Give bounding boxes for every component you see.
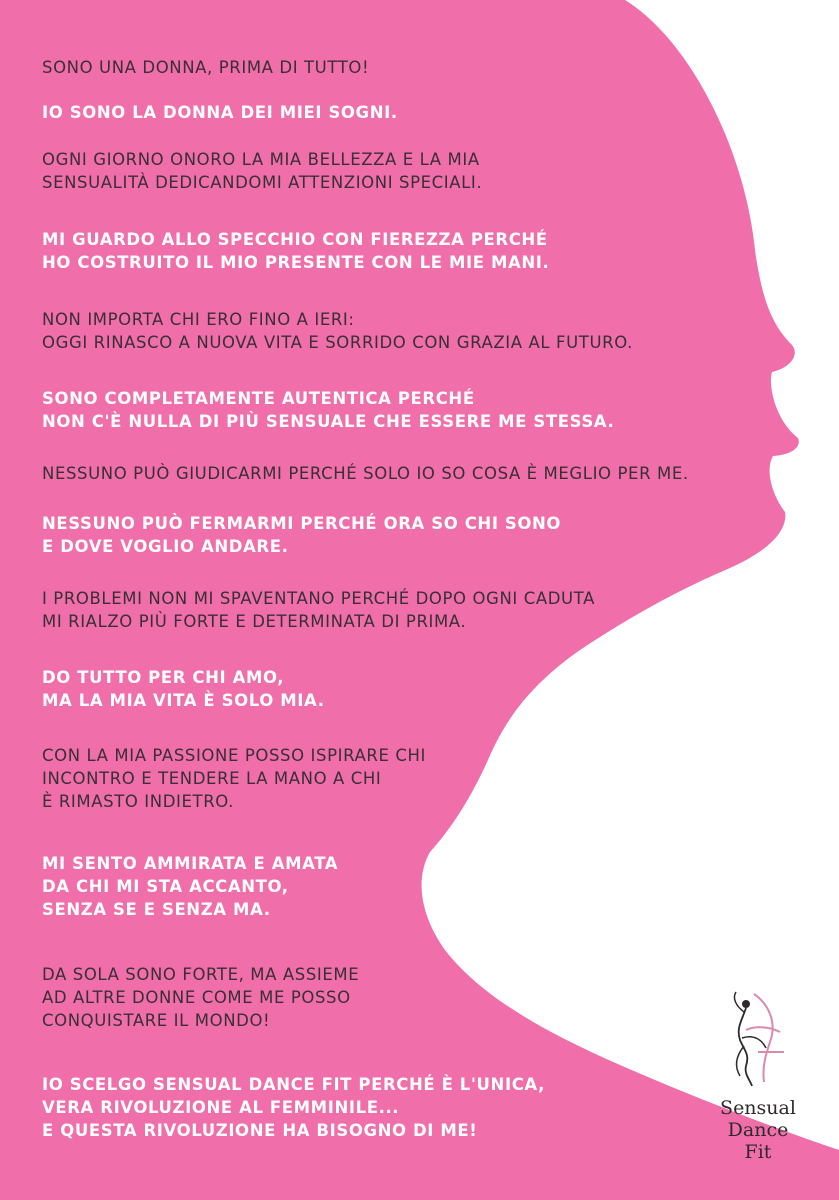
paragraph-4-line-1: MI GUARDO ALLO SPECCHIO CON FIEREZZA PERCHÉ [42,230,548,249]
paragraph-2-line-1: IO SONO LA DONNA DEI MIEI SOGNI. [42,103,398,122]
paragraph-11-line-2: INCONTRO E TENDERE LA MANO A CHI [42,769,382,788]
paragraph-6-line-1: SONO COMPLETAMENTE AUTENTICA PERCHÉ [42,389,475,408]
paragraph-11-line-1: CON LA MIA PASSIONE POSSO ISPIRARE CHI [42,746,426,765]
paragraph-4-line-2: HO COSTRUITO IL MIO PRESENTE CON LE MIE MANI. [42,253,550,272]
brand-line-1: Sensual [720,1097,796,1119]
paragraph-8-line-1: NESSUNO PUÒ FERMARMI PERCHÉ ORA SO CHI SONO [42,514,562,533]
paragraph-10-line-1: DO TUTTO PER CHI AMO, [42,668,285,687]
sensual-dance-fit-logo [706,990,810,1170]
paragraph-12-line-2: DA CHI MI STA ACCANTO, [42,877,289,896]
paragraph-13-line-1: DA SOLA SONO FORTE, MA ASSIEME [42,965,360,984]
paragraph-5-line-2: OGGI RINASCO A NUOVA VITA E SORRIDO CON GRAZIA AL FUTURO. [42,333,633,352]
paragraph-12-line-3: SENZA SE E SENZA MA. [42,900,271,919]
paragraph-14-line-3: E QUESTA RIVOLUZIONE HA BISOGNO DI ME! [42,1121,478,1140]
paragraph-1-line-1: SONO UNA DONNA, PRIMA DI TUTTO! [42,58,370,77]
brand-line-2: Dance [727,1119,789,1141]
paragraph-6-line-2: NON C'È NULLA DI PIÙ SENSUALE CHE ESSERE ME STESSA. [42,412,615,431]
paragraph-12-line-1: MI SENTO AMMIRATA E AMATA [42,854,339,873]
paragraph-7-line-1: NESSUNO PUÒ GIUDICARMI PERCHÉ SOLO IO SO COSA È MEGLIO PER ME. [42,464,689,483]
dancer-monogram-icon [706,990,810,1090]
paragraph-3-line-1: OGNI GIORNO ONORO LA MIA BELLEZZA E LA MIA [42,150,480,169]
paragraph-8-line-2: E DOVE VOGLIO ANDARE. [42,537,289,556]
brand-line-3: Fit [744,1141,772,1163]
paragraph-9-line-1: I PROBLEMI NON MI SPAVENTANO PERCHÉ DOPO OGNI CADUTA [42,589,595,608]
paragraph-11-line-3: È RIMASTO INDIETRO. [42,792,235,811]
paragraph-9-line-2: MI RIALZO PIÙ FORTE E DETERMINATA DI PRIMA. [42,612,467,631]
paragraph-14-line-2: VERA RIVOLUZIONE AL FEMMINILE... [42,1098,400,1117]
paragraph-13-line-3: CONQUISTARE IL MONDO! [42,1011,271,1030]
paragraph-14-line-1: IO SCELGO SENSUAL DANCE FIT PERCHÉ È L'UNICA, [42,1075,545,1094]
paragraph-5-line-1: NON IMPORTA CHI ERO FINO A IERI: [42,310,355,329]
paragraph-10-line-2: MA LA MIA VITA È SOLO MIA. [42,691,325,710]
paragraph-13-line-2: AD ALTRE DONNE COME ME POSSO [42,988,351,1007]
paragraph-3-line-2: SENSUALITÀ DEDICANDOMI ATTENZIONI SPECIALI. [42,173,483,192]
